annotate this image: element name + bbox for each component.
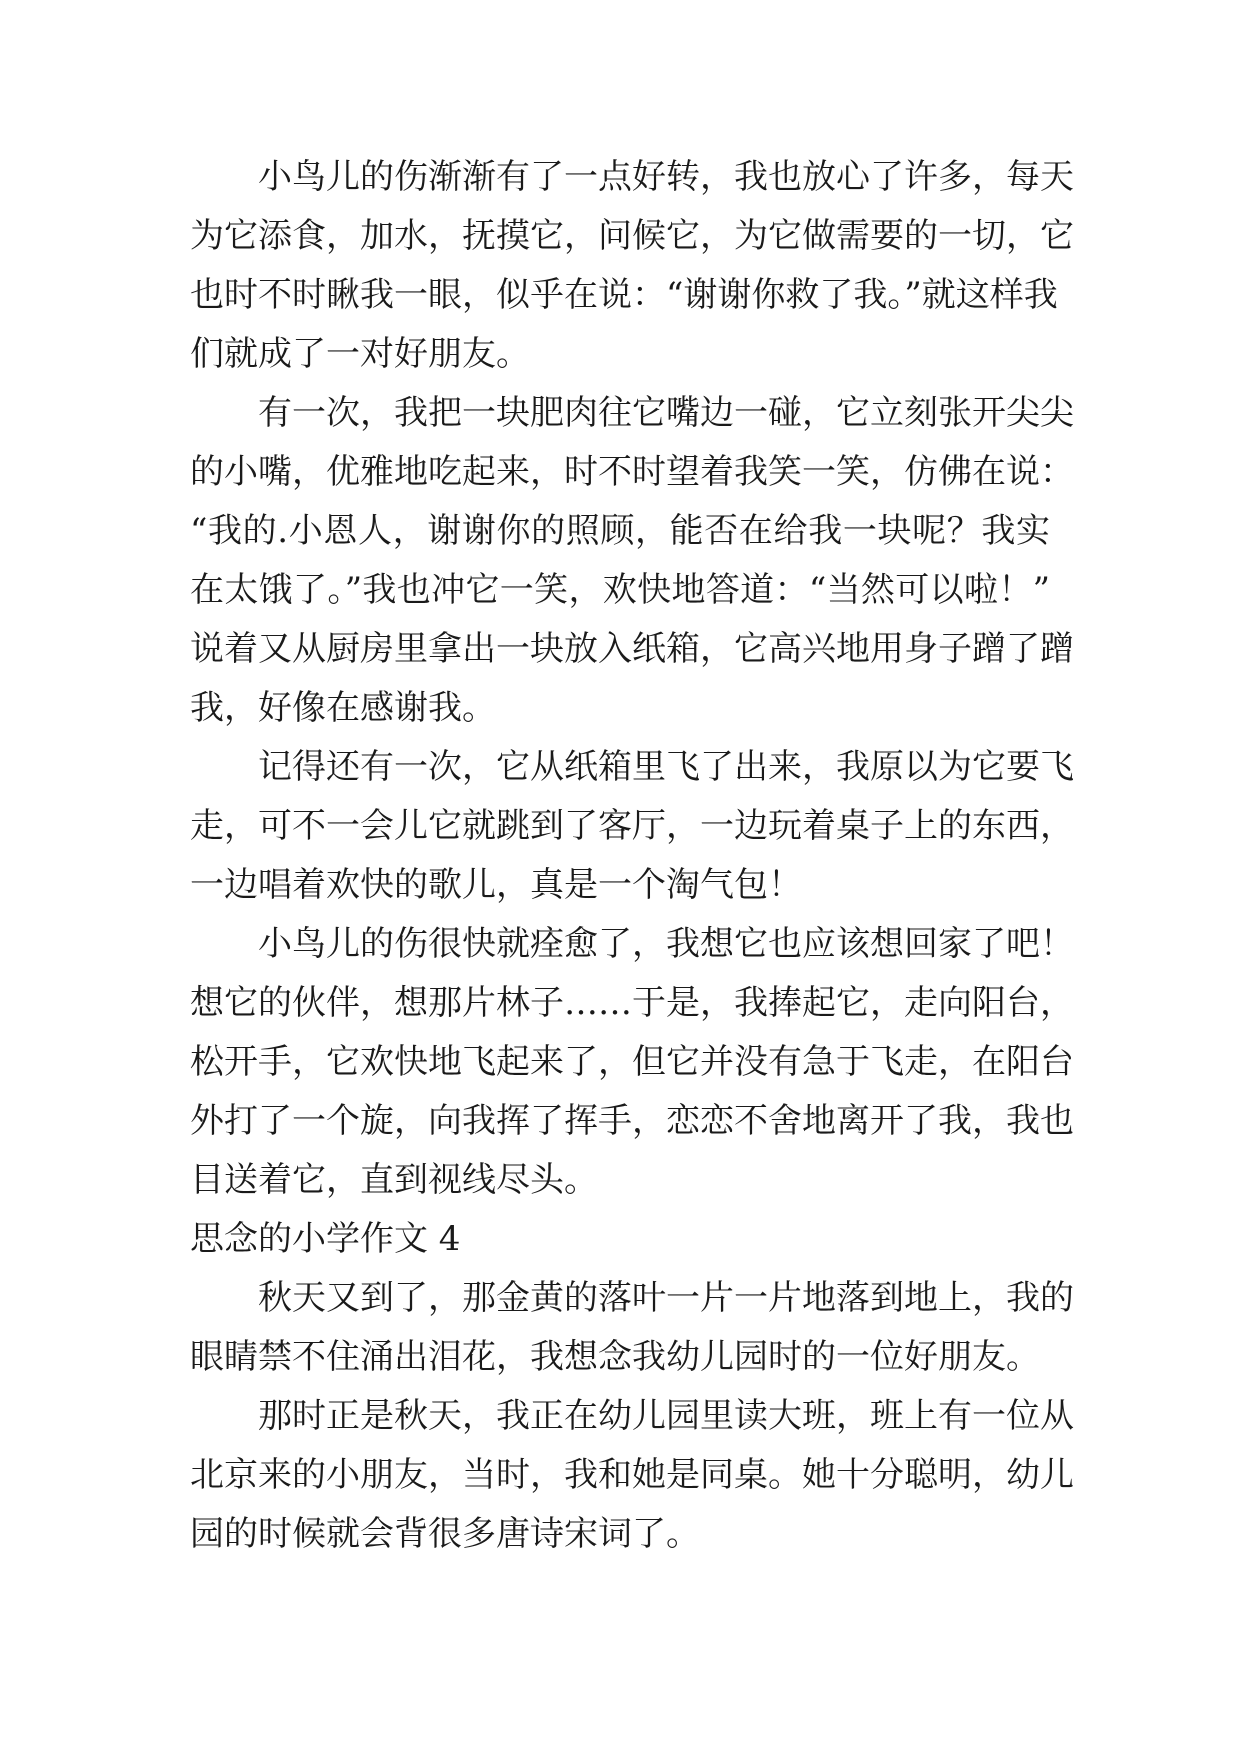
paragraph-line: 一边唱着欢快的歌儿，真是一个淘气包！ (190, 865, 802, 905)
section-heading: 思念的小学作文 4 (190, 1219, 461, 1259)
paragraph-line: “我的.小恩人，谢谢你的照顾，能否在给我一块呢？我实 (190, 511, 1050, 551)
paragraph-line: 秋天又到了，那金黄的落叶一片一片地落到地上，我的 (258, 1278, 1074, 1318)
paragraph-line: 目送着它，直到视线尽头。 (190, 1160, 598, 1200)
paragraph-line: 眼睛禁不住涌出泪花，我想念我幼儿园时的一位好朋友。 (190, 1337, 1040, 1377)
paragraph-line: 小鸟儿的伤很快就痊愈了，我想它也应该想回家了吧！ (258, 924, 1074, 964)
paragraph-line: 有一次，我把一块肥肉往它嘴边一碰，它立刻张开尖尖 (258, 393, 1074, 433)
paragraph-line: 想它的伙伴，想那片林子……于是，我捧起它，走向阳台， (190, 983, 1074, 1023)
paragraph-line: 北京来的小朋友，当时，我和她是同桌。她十分聪明，幼儿 (190, 1455, 1074, 1495)
document-body (190, 148, 1074, 1564)
paragraph-line: 记得还有一次，它从纸箱里飞了出来，我原以为它要飞 (258, 747, 1074, 787)
paragraph-line: 为它添食，加水，抚摸它，问候它，为它做需要的一切，它 (190, 216, 1074, 256)
paragraph (190, 1387, 1074, 1564)
paragraph-line: 松开手，它欢快地飞起来了，但它并没有急于飞走，在阳台 (190, 1042, 1074, 1082)
paragraph-line: 我，好像在感谢我。 (190, 688, 496, 728)
paragraph-line: 小鸟儿的伤渐渐有了一点好转，我也放心了许多，每天 (258, 157, 1074, 197)
paragraph-line: 那时正是秋天，我正在幼儿园里读大班，班上有一位从 (258, 1396, 1074, 1436)
paragraph-line: 们就成了一对好朋友。 (190, 334, 530, 374)
paragraph (190, 738, 1074, 915)
paragraph (190, 915, 1074, 1210)
paragraph-line: 的小嘴，优雅地吃起来，时不时望着我笑一笑，仿佛在说： (190, 452, 1074, 492)
paragraph (190, 384, 1074, 738)
paragraph (190, 1269, 1074, 1387)
paragraph-line: 在太饿了。”我也冲它一笑，欢快地答道：“当然可以啦！” (190, 570, 1050, 610)
paragraph-line: 外打了一个旋，向我挥了挥手，恋恋不舍地离开了我，我也 (190, 1101, 1074, 1141)
paragraph-line: 说着又从厨房里拿出一块放入纸箱，它高兴地用身子蹭了蹭 (190, 629, 1074, 669)
paragraph-line: 走，可不一会儿它就跳到了客厅，一边玩着桌子上的东西， (190, 806, 1074, 846)
paragraph-line: 也时不时瞅我一眼，似乎在说：“谢谢你救了我。”就这样我 (190, 275, 1058, 315)
paragraph (190, 148, 1074, 384)
paragraph-line: 园的时候就会背很多唐诗宋词了。 (190, 1514, 700, 1554)
